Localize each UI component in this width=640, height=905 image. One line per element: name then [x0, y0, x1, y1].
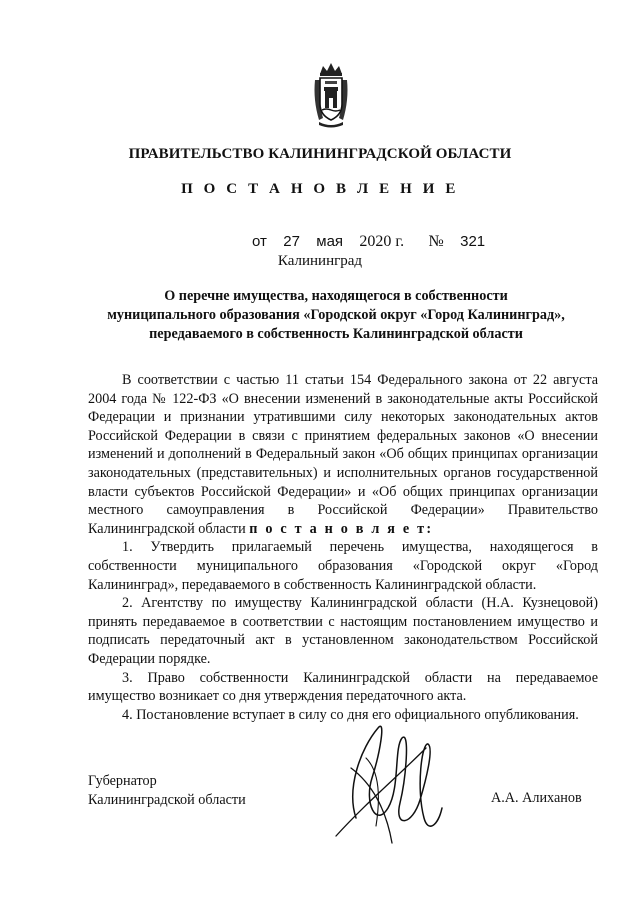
subject-line-1: О перечне имущества, находящегося в собственности — [164, 288, 508, 304]
date-month: мая — [316, 233, 344, 250]
document-subject — [88, 287, 584, 344]
document-type: П О С Т А Н О В Л Е Н И Е — [181, 181, 459, 197]
item-3: 3. Право собственности Калининградской области на передаваемое имущество возникает со дня утверждения передаточного акта. — [88, 669, 598, 705]
date-day: 27 — [283, 233, 300, 250]
item-1: 1. Утвердить прилагаемый перечень имущества, находящегося в собственности муниципального образования «Городской округ «Город Калининград», передаваемого в собственность Калининградской области. — [88, 539, 598, 593]
government-title: ПРАВИТЕЛЬСТВО КАЛИНИНГРАДСКОЙ ОБЛАСТИ — [128, 146, 512, 162]
item-2: 2. Агентству по имуществу Калининградской области (Н.А. Кузнецовой) принять передаваемое в соответствии с настоящим постановлением имущество и подписать передаточный акт в установленном законодательством Российской Федерации порядке. — [88, 595, 598, 667]
position-line-1: Губернатор — [88, 773, 157, 789]
subject-line-3: передаваемого в собственность Калининградской области — [149, 326, 523, 342]
signatory-name: А.А. Алиханов — [491, 790, 582, 806]
preamble-text: В соответствии с частью 11 статьи 154 Федерального закона от 22 августа 2004 года № 122-ФЗ «О внесении изменений в законодательные акты Российской Федерации и признании утратившими силу некоторых законодательных актов Российской Федерации в связи с принятием федеральных законов «О внесении изменений и дополнений в Федеральный закон «Об общих принципах организации законодательных (представительных) и исполнительных органов государственной власти субъектов Российской Федерации» и «Об общих принципах организации местного самоуправления в Российской Федерации» Правительство Калининградской области — [88, 372, 598, 537]
handwritten-signature — [316, 708, 456, 853]
date-year: 2020 г. — [359, 233, 405, 250]
signatory-position — [88, 772, 246, 810]
document-body — [88, 371, 598, 724]
preamble-paragraph — [88, 371, 598, 538]
date-number-line — [252, 233, 485, 251]
city-name: Калининград — [277, 253, 363, 269]
date-prefix: от — [252, 233, 267, 250]
subject-line-2: муниципального образования «Городской округ «Город Калининград», — [107, 307, 565, 323]
position-line-2: Калининградской области — [88, 792, 246, 808]
coat-of-arms-emblem — [311, 60, 351, 130]
number-sign: № — [428, 233, 444, 250]
document-number: 321 — [460, 233, 486, 250]
resolves-word: п о с т а н о в л я е т: — [249, 520, 434, 537]
item-4: 4. Постановление вступает в силу со дня его официального опубликования. — [122, 706, 579, 723]
